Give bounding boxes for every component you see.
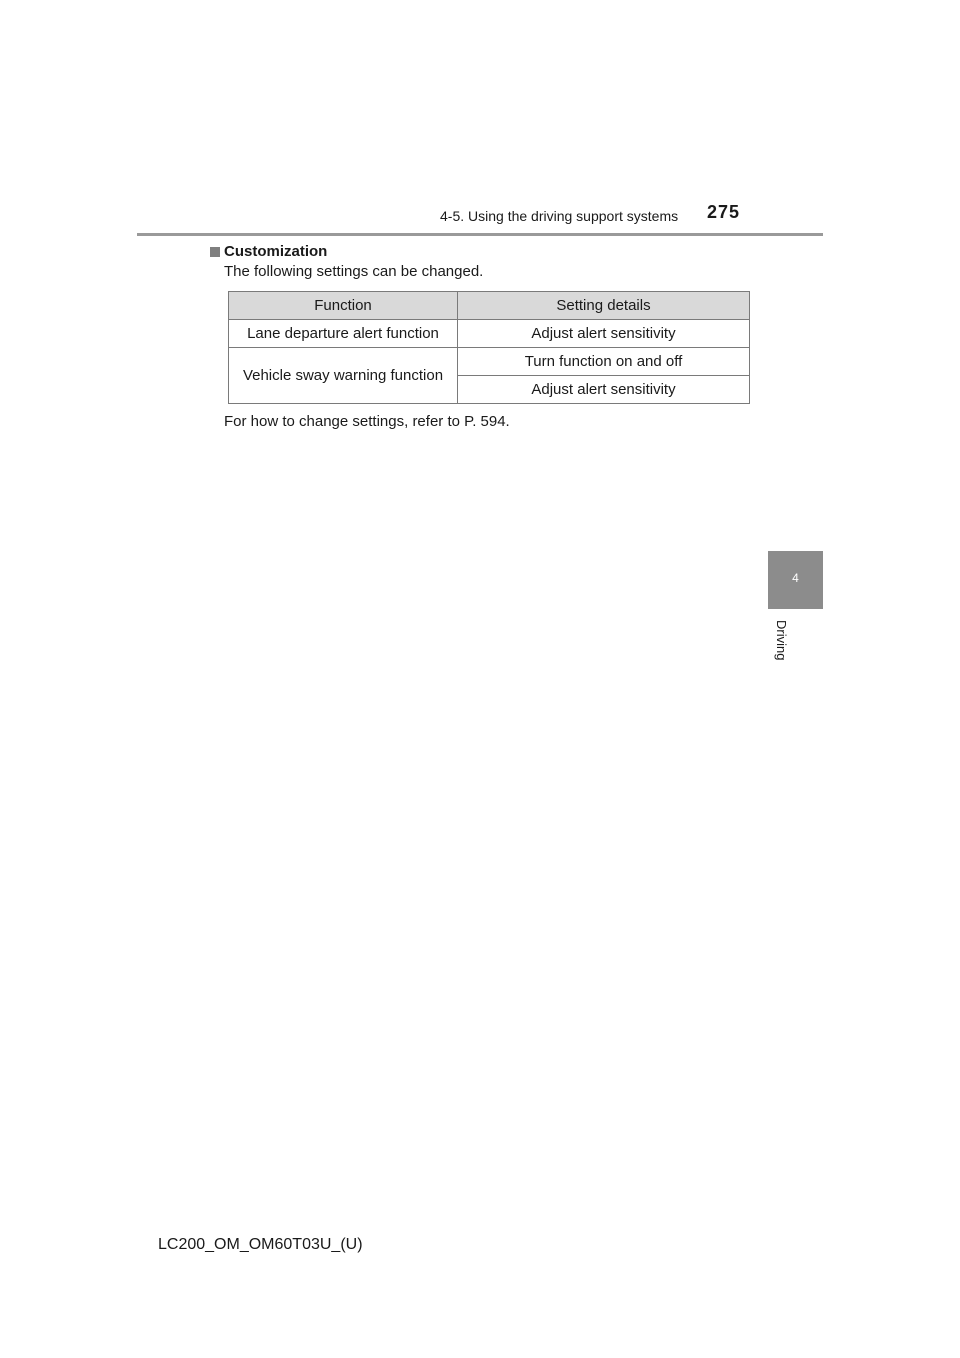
- setting-cell: Turn function on and off: [458, 348, 750, 376]
- header-divider: [137, 233, 823, 236]
- square-bullet-icon: [210, 247, 220, 257]
- customization-heading-text: Customization: [224, 243, 328, 260]
- page-number: 275: [707, 202, 741, 222]
- reference-text: For how to change settings, refer to P. 594.: [224, 413, 510, 430]
- header-function: Function: [229, 292, 458, 320]
- document-code: LC200_OM_OM60T03U_(U): [158, 1236, 363, 1253]
- chapter-label: Driving: [774, 620, 789, 661]
- table-row: [229, 348, 750, 376]
- setting-cell: Adjust alert sensitivity: [458, 320, 750, 348]
- intro-text: The following settings can be changed.: [224, 263, 484, 280]
- header-setting-details: Setting details: [458, 292, 750, 320]
- customization-table: [228, 291, 750, 404]
- table-header-row: [229, 292, 750, 320]
- function-cell: Lane departure alert function: [229, 320, 458, 348]
- chapter-number: 4: [792, 571, 799, 585]
- function-cell: Vehicle sway warning function: [229, 348, 458, 404]
- table-row: [229, 320, 750, 348]
- section-title: 4-5. Using the driving support systems: [440, 208, 679, 224]
- chapter-tab: [768, 551, 823, 609]
- setting-cell: Adjust alert sensitivity: [458, 376, 750, 404]
- customization-heading: [210, 243, 327, 260]
